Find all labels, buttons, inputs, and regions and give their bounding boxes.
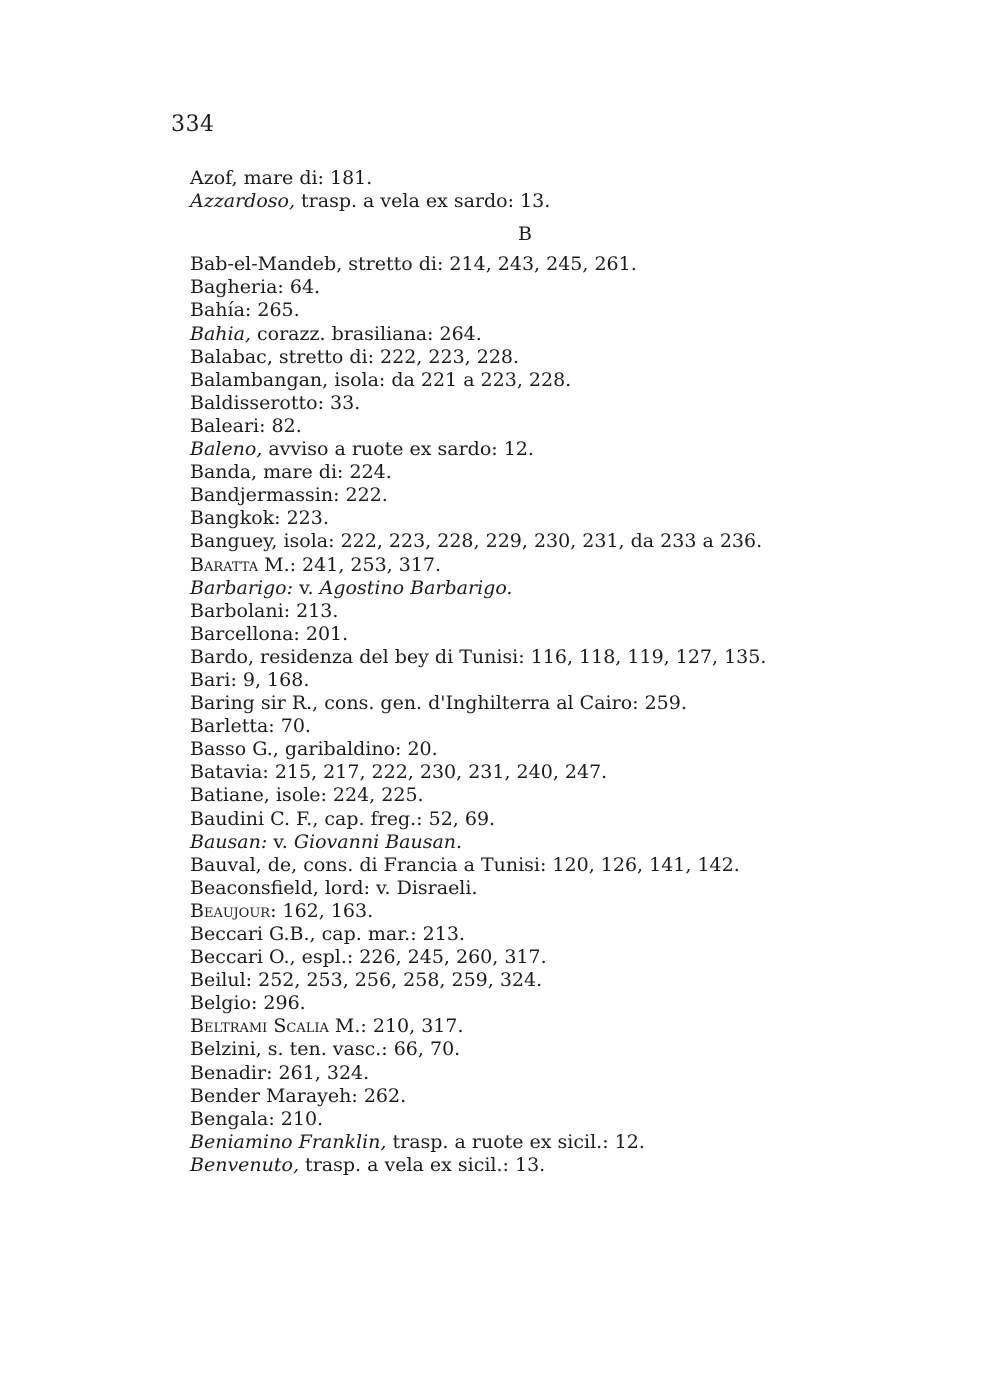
entry-segment: Beilul: 252, 253, 256, 258, 259, 324. <box>190 969 543 992</box>
entry-segment: v. <box>267 830 294 853</box>
entry-segment: : 162, 163. <box>270 899 374 922</box>
entry-segment: avviso a ruote ex sardo: 12. <box>262 438 534 461</box>
entry-segment: Azof, mare di: 181. <box>190 167 373 189</box>
entry-segment: Bab-el-Mandeb, stretto di: 214, 243, 245, 261. <box>190 253 637 276</box>
entry-segment: Barbarigo: <box>190 576 294 599</box>
entry-segment: Azzardoso, <box>190 190 295 213</box>
index-entry <box>190 1015 930 1038</box>
entry-segment: Giovanni Bausan. <box>293 830 463 853</box>
entry-segment: Bari: 9, 168. <box>190 668 310 691</box>
index-entry <box>190 530 930 553</box>
entry-segment: Batiane, isole: 224, 225. <box>190 784 424 807</box>
index-entry <box>190 484 930 507</box>
entry-segment: Beccari G.B., cap. mar.: 213. <box>190 923 465 945</box>
index-entry <box>190 946 930 969</box>
index-entry <box>190 600 930 623</box>
index-entry <box>190 253 930 276</box>
index-entry <box>190 461 930 484</box>
index-entry <box>190 1085 930 1108</box>
entry-segment: Bausan: <box>190 830 268 853</box>
index-entry <box>190 554 930 577</box>
entry-segment: Beniamino Franklin, <box>190 1130 387 1153</box>
entry-segment: Batavia: 215, 217, 222, 230, 231, 240, 247. <box>190 761 608 784</box>
index-entry <box>190 1131 930 1154</box>
index-group-a <box>190 167 930 213</box>
entry-segment: M.: 241, 253, 317. <box>258 553 442 576</box>
entry-segment: Barletta: 70. <box>190 715 311 738</box>
entry-segment: corazz. brasiliana: 264. <box>250 322 482 345</box>
entry-segment: Agostino Barbarigo. <box>319 576 513 599</box>
index-entry <box>190 992 930 1015</box>
index-entry <box>190 167 930 190</box>
index-entry <box>190 715 930 738</box>
entry-segment: Baudini C. F., cap. freg.: 52, 69. <box>190 807 496 830</box>
entry-segment: Benadir: 261, 324. <box>190 1061 370 1084</box>
entry-segment: Balabac, stretto di: 222, 223, 228. <box>190 345 520 368</box>
page-number: 334 <box>171 112 215 137</box>
index-entry <box>190 623 930 646</box>
entry-segment: Bahía: 265. <box>190 299 300 322</box>
entry-segment: M.: 210, 317. <box>328 1015 464 1038</box>
index-entry <box>190 1154 930 1177</box>
entry-segment: Beccari O., espl.: 226, 245, 260, 317. <box>190 946 547 969</box>
entry-segment: Baring sir R., cons. gen. d'Inghilterra al Cairo: 259. <box>190 692 687 715</box>
entry-segment: Beaujour <box>190 899 271 922</box>
entry-segment: trasp. a vela ex sardo: 13. <box>294 190 551 213</box>
index-entry <box>190 392 930 415</box>
index-entry <box>190 877 930 900</box>
entry-segment: Barbolani: 213. <box>190 599 339 622</box>
index-entry <box>190 969 930 992</box>
index-list <box>190 167 930 1177</box>
index-entry <box>190 900 930 923</box>
entry-segment: Banda, mare di: 224. <box>190 461 392 484</box>
entry-segment: Baratta <box>190 553 259 576</box>
index-entry <box>190 808 930 831</box>
entry-segment: Basso G., garibaldino: 20. <box>190 738 438 761</box>
index-entry <box>190 831 930 854</box>
index-entry <box>190 646 930 669</box>
index-entry <box>190 507 930 530</box>
entry-segment: Bardo, residenza del bey di Tunisi: 116, 118, 119, 127, 135. <box>190 645 767 668</box>
index-entry <box>190 923 930 946</box>
entry-segment: Barcellona: 201. <box>190 622 349 645</box>
index-entry <box>190 346 930 369</box>
entry-segment: v. <box>293 576 320 599</box>
entry-segment: Balambangan, isola: da 221 a 223, 228. <box>190 368 572 391</box>
entry-segment: Beaconsfield, lord: v. Disraeli. <box>190 876 478 899</box>
entry-segment: Baleari: 82. <box>190 414 302 437</box>
index-entry <box>190 1108 930 1131</box>
index-entry <box>190 692 930 715</box>
entry-segment: Bandjermassin: 222. <box>190 484 388 507</box>
index-entry <box>190 854 930 877</box>
letter-heading: B <box>518 223 532 246</box>
entry-segment: Bagheria: 64. <box>190 276 321 299</box>
index-entry <box>190 784 930 807</box>
entry-segment: Benvenuto, <box>190 1153 300 1176</box>
index-entry <box>190 299 930 322</box>
index-entry <box>190 1062 930 1085</box>
entry-segment: Bender Marayeh: 262. <box>190 1084 407 1107</box>
entry-segment: Baldisserotto: 33. <box>190 391 361 414</box>
entry-segment: trasp. a ruote ex sicil.: 12. <box>386 1130 645 1153</box>
entry-segment: Bengala: 210. <box>190 1107 324 1130</box>
index-entry <box>190 738 930 761</box>
index-group-b <box>190 253 930 1177</box>
entry-segment: trasp. a vela ex sicil.: 13. <box>299 1153 546 1176</box>
index-entry <box>190 438 930 461</box>
index-entry <box>190 190 930 213</box>
entry-segment: Belzini, s. ten. vasc.: 66, 70. <box>190 1038 461 1061</box>
entry-segment: Baleno, <box>190 438 263 461</box>
index-entry <box>190 369 930 392</box>
index-entry <box>190 276 930 299</box>
index-entry <box>190 669 930 692</box>
entry-segment: Beltrami Scalia <box>190 1015 329 1038</box>
entry-segment: Bangkok: 223. <box>190 507 329 530</box>
entry-segment: Banguey, isola: 222, 223, 228, 229, 230, 231, da 233 a 236. <box>190 530 763 553</box>
index-entry <box>190 323 930 346</box>
index-entry <box>190 577 930 600</box>
entry-segment: Belgio: 296. <box>190 992 306 1015</box>
entry-segment: Bauval, de, cons. di Francia a Tunisi: 120, 126, 141, 142. <box>190 853 740 876</box>
index-entry <box>190 761 930 784</box>
entry-segment: Bahia, <box>190 322 251 345</box>
index-entry <box>190 415 930 438</box>
index-entry <box>190 1038 930 1061</box>
